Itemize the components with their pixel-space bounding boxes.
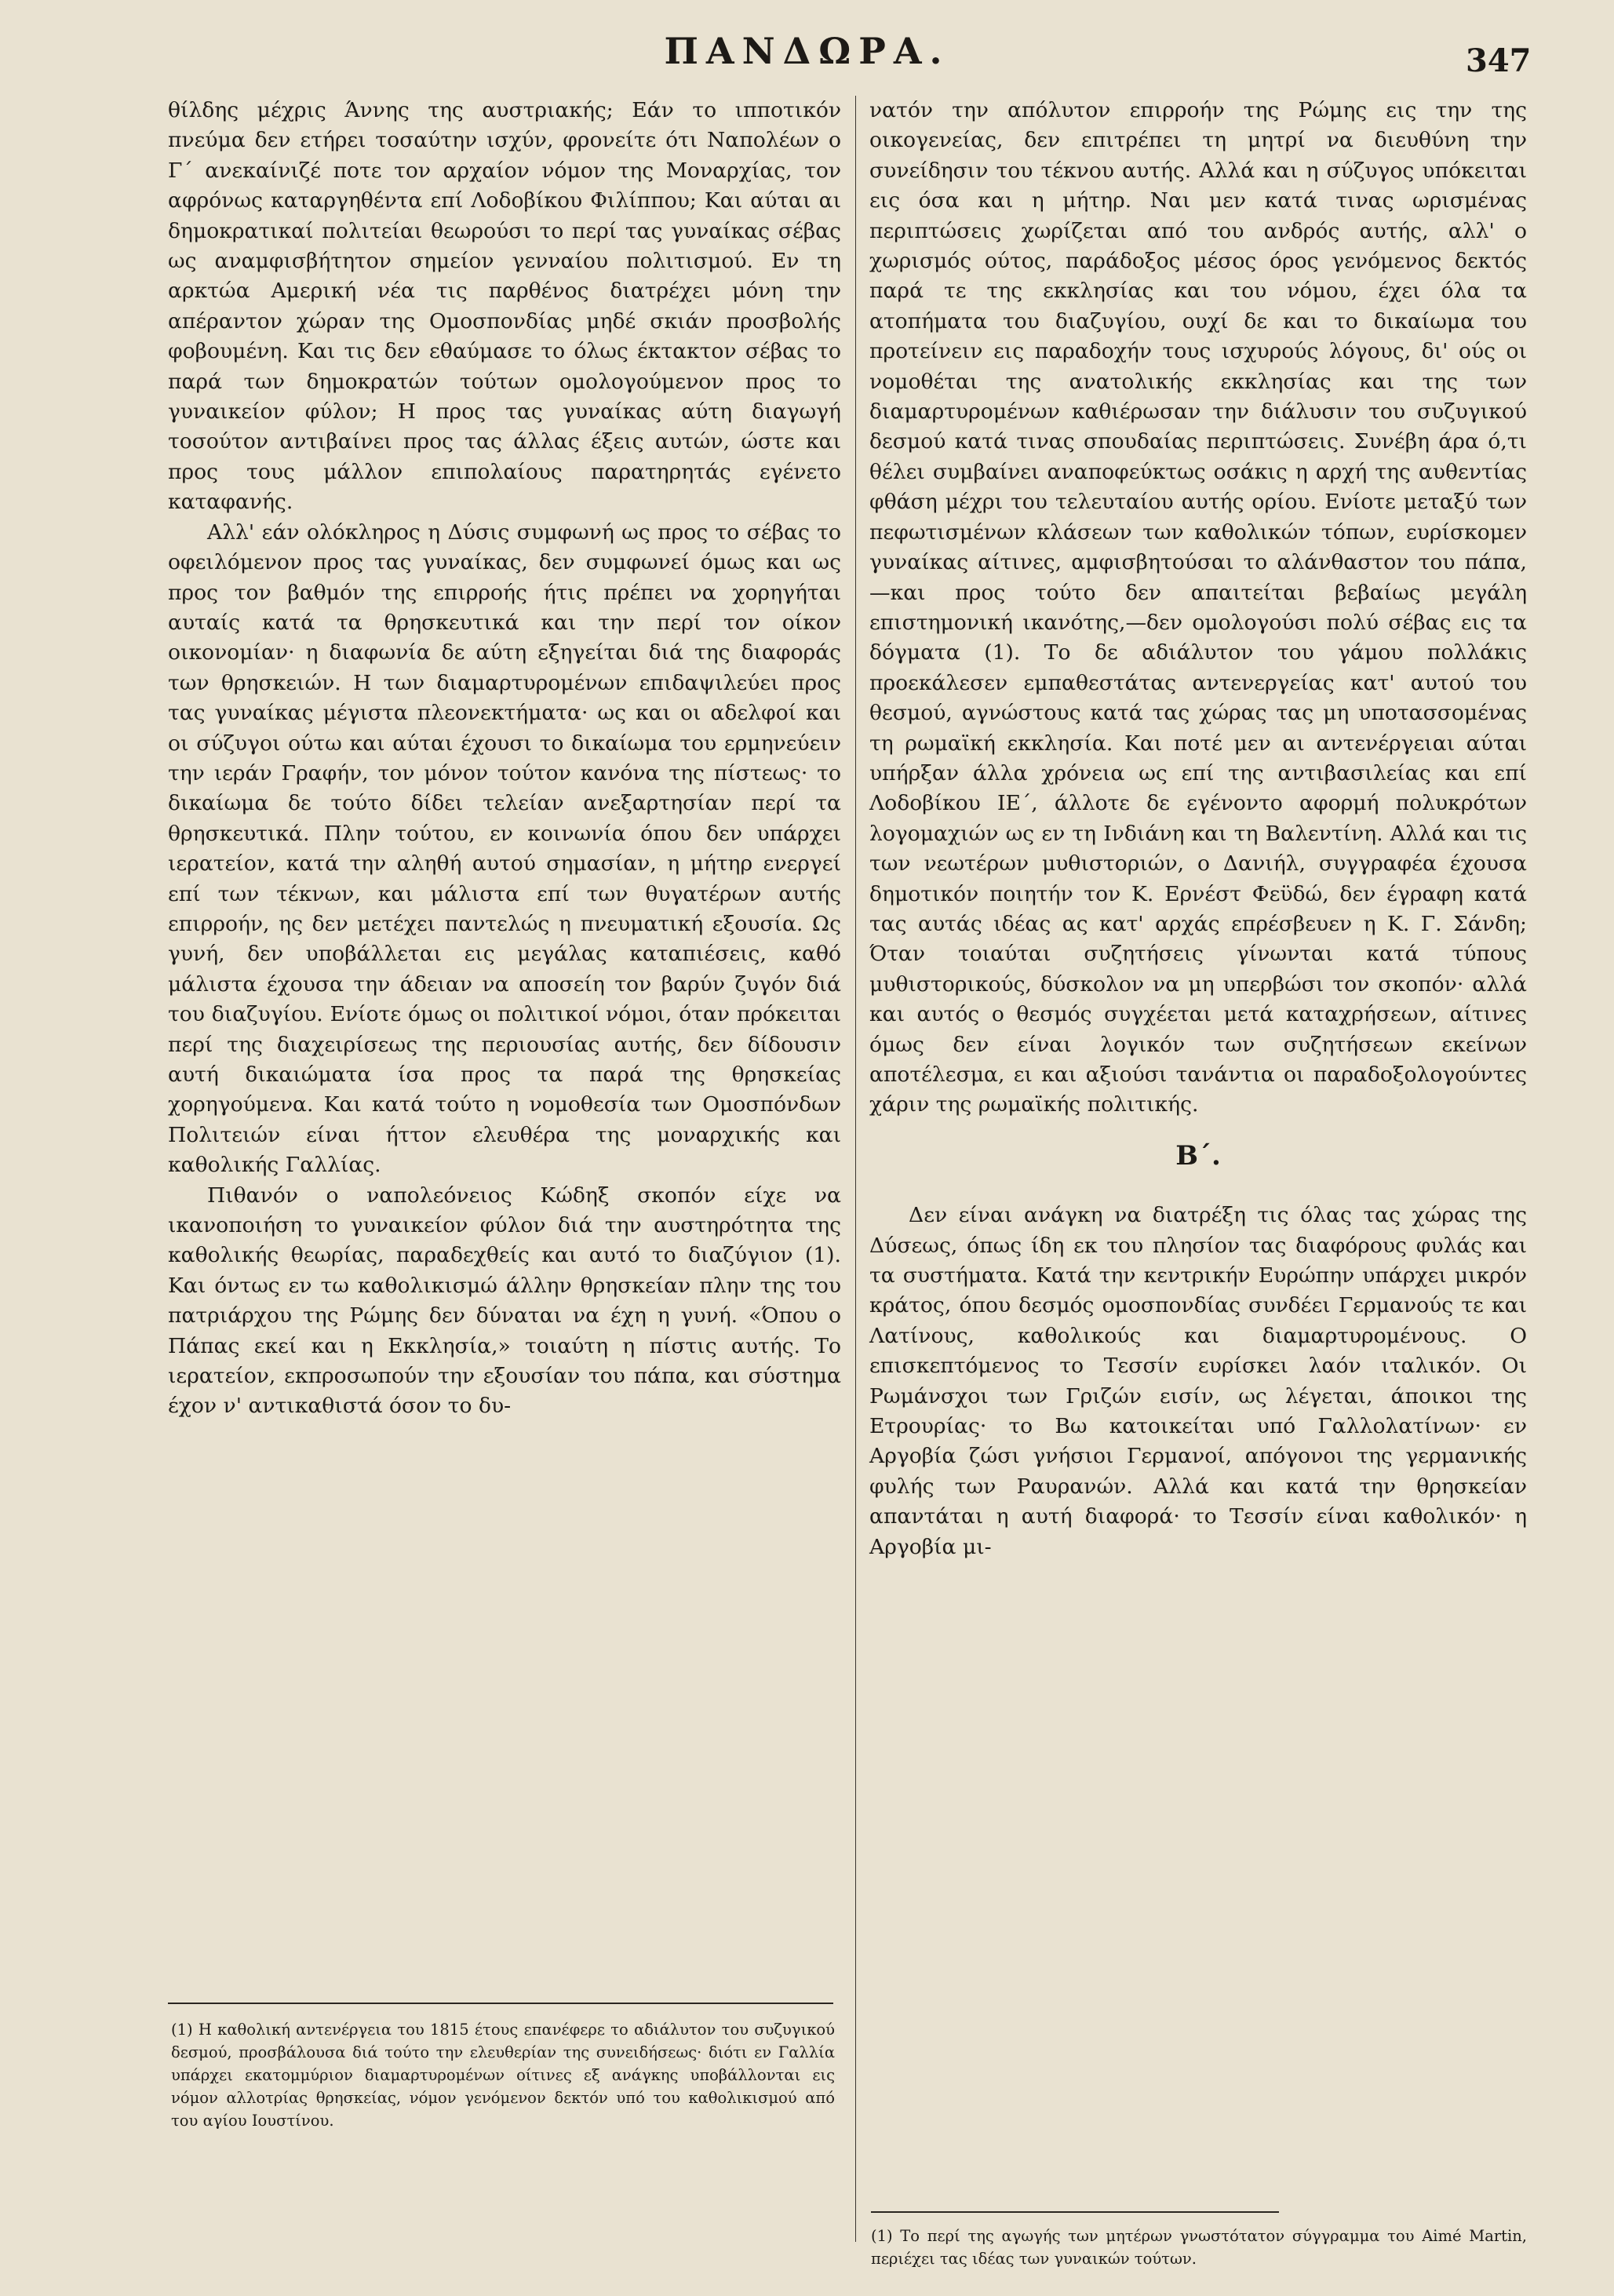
paragraph: Πιθανόν ο ναπολεόνειος Κώδηξ σκοπόν είχε να ικανοποιήση το γυναικείον φύλον διά την αυστηρότητα της καθολικής θεωρίας, παραδεχθείς και αυτό το διαζύγιον (1). Και όντως εν τω καθολικισμώ άλλην θρησκείαν πλην της του πατριάρχου της Ρώμης δεν δύναται να έχη η γυνή. «Όπου ο Πάπας εκεί και η Εκκλησία,» τοιαύτη η πίστις αυτής. Το ιερατείον, εκπροσωπούν την εξουσίαν του πάπα, και σύστημα έχον ν' αντικαθιστά όσον το δυ- — [168, 1183, 841, 1419]
page-number: 347 — [1466, 42, 1532, 79]
column-divider — [855, 96, 856, 2242]
paragraph: νατόν την απόλυτον επιρροήν της Ρώμης εις την της οικογενείας, δεν επιτρέπει τη μητρί να διευθύνη την συνείδησιν του τέκνου αυτής. Αλλά και η σύζυγος υπόκειται εις όσα και η μήτηρ. Ναι μεν κατά τινας ωρισμένας περιπτώσεις χωρίζεται από του ανδρός αυτής, αλλ' ο χωρισμός ούτος, παράδοξος μέσος όρος γενόμενος δεκτός παρά τε της εκκλησίας και του νόμου, έχει όλα τα ατοπήματα του διαζυγίου, ουχί δε και το δικαίωμα του προτείνειν εις παραδοχήν τους ισχυρούς λόγους, δι' ούς οι νομοθέται της ανατολικής εκκλησίας και της των διαμαρτυρομένων καθιέρωσαν την διάλυσιν του συζυγικού δεσμού κατά τινας σπουδαίας περιπτώσεις. Συνέβη άρα ό,τι θέλει συμβαίνει αναποφεύκτως οσάκις η αρχή της αυθεντίας φθάση μέχρι του τελευταίου αυτής ορίου. Ενίοτε μεταξύ των πεφωτισμένων κλάσεων των καθολικών τόπων, ευρίσκομεν γυναίκας αίτινες, αμφισβητούσαι το αλάνθαστον του πάπα,—και προς τούτο δεν απαιτείται βεβαίως μεγάλη επιστημονική ικανότης,—δεν ομολογούσι πολύ σέβας εις τα δόγματα (1). Το δε αδιάλυτον του γάμου πολλάκις προεκάλεσεν εμπαθεστάτας αντενεργείας κατ' αυτού του θεσμού, αγνώστους κατά τας χώρας τας μη υποτασσομένας τη ρωμαϊκή εκκλησία. Και ποτέ μεν αι αντενέργειαι αύται υπήρξαν άλλα χρόνεια ως επί της αντιβασιλείας και επί Λοδοβίκου ΙΕ΄, άλλοτε δε εγένοντο αφορμή πολυκρότων λογομαχιών ως εν τη Ινδιάνη και τη Βαλεντίνη. Αλλά και τις των νεωτέρων μυθιστοριών, ο Δανιήλ, συγγραφέα έχουσα δημοτικόν ποιητήν τον Κ. Ερνέστ Φεϋδώ, δεν έγραφη κατά τας αυτάς ιδέας ας κατ' αρχάς επρέσβευεν η Κ. Γ. Σάνδη; Όταν τοιαύται συζητήσεις γίνωνται κατά τύπους μυθιστορικούς, δύσκολον να μη υπερβώσι τον σκοπόν· αλλά και αυτός ο θεσμός συγχέεται μετά καταχρήσεων, αίτινες όμως δεν είναι λογικόν των συζητήσεων εκείνων αποτέλεσμα, ει και αξιούσι τανάντια οι παραδοξολογούντες χάριν της ρωμαϊκής πολιτικής. — [869, 98, 1527, 1117]
footnote-right: (1) Το περί της αγωγής των μητέρων γνωστότατον σύγγραμμα του Aimé Martin, περιέχει τας ιδέας των γυναικών τούτων. — [871, 2227, 1527, 2268]
running-title: ΠΑΝΔΩΡΑ. — [664, 30, 950, 72]
footnote-rule-right — [871, 2211, 1279, 2213]
right-column — [869, 96, 1527, 1562]
paragraph: Αλλ' εάν ολόκληρος η Δύσις συμφωνή ως προς το σέβας το οφειλόμενον προς τας γυναίκας, δεν συμφωνεί όμως και ως προς τον βαθμόν της επιρροής ήτις πρέπει να χορηγήται αυταίς κατά τα θρησκευτικά και την περί τον οίκον οικονομίαν· η διαφωνία δε αύτη εξηγείται διά της διαφοράς των θρησκειών. Η των διαμαρτυρομένων επιδαψιλεύει προς τας γυναίκας μέγιστα πλεονεκτήματα· ως και οι αδελφοί και οι σύζυγοι ούτω και αύται έχουσι το δικαίωμα του ερμηνεύειν την ιεράν Γραφήν, τον μόνον τούτον κανόνα της πίστεως· το δικαίωμα δε τούτο δίδει τελείαν ανεξαρτησίαν περί τα θρησκευτικά. Πλην τούτου, εν κοινωνία όπου δεν υπάρχει ιερατείον, κατά την αληθή αυτού σημασίαν, η μήτηρ ενεργεί επί των τέκνων, και μάλιστα επί των θυγατέρων αυτής επιρροήν, ης δεν μετέχει παντελώς η πνευματική εξουσία. Ως γυνή, δεν υποβάλλεται εις μεγάλας καταπιέσεις, καθό μάλιστα έχουσα την άδειαν να αποσείη τον βαρύν ζυγόν διά του διαζυγίου. Ενίοτε όμως οι πολιτικοί νόμοι, όταν πρόκειται περί της διαχειρίσεως της περιουσίας αυτής, δεν δίδουσιν αυτή δικαιώματα ίσα προς τα παρά της θρησκείας χορηγούμενα. Και κατά τούτο η νομοθεσία των Ομοσπόνδων Πολιτειών είναι ήττον ελευθέρα της μοναρχικής και καθολικής Γαλλίας. — [168, 519, 841, 1178]
left-column — [168, 96, 841, 1422]
footnote-left: (1) Η καθολική αντενέργεια του 1815 έτους επανέφερε το αδιάλυτον του συζυγικού δεσμού, προσβάλουσα διά τούτο την ελευθερίαν της συνειδήσεως· διότι εν Γαλλία υπάρχει εκατομμύριον διαμαρτυρομένων οίτινες εξ ανάγκης υποβάλλονται εις νόμον αλλοτρίας θρησκείας, νόμον γενόμενον δεκτόν υπό του καθολικισμού από του αγίου Ιουστίνου. — [171, 2021, 835, 2130]
paragraph: θίλδης μέχρις Άννης της αυστριακής; Εάν το ιπποτικόν πνεύμα δεν ετήρει τοσαύτην ισχύν, φρονείτε ότι Ναπολέων ο Γ΄ ανεκαίνιζέ ποτε τον αρχαίον νόμον της Μοναρχίας, τον αφρόνως καταργηθέντα επί Λοδοβίκου Φιλίππου; Και αύται αι δημοκρατικαί πολιτείαι θεωρούσι το περί τας γυναίκας σέβας ως αναμφισβήτητον σημείον γενναίου πολιτισμού. Εν τη αρκτώα Αμερική νέα τις παρθένος διατρέχει μόνη την απέραντον χώραν της Ομοσπονδίας μηδέ σκιάν προσβολής φοβουμένη. Και τις δεν εθαύμασε το όλως έκτακτον σέβας το παρά των δημοκρατών τούτων ομολογούμενον προς το γυναικείον φύλον; Η προς τας γυναίκας αύτη διαγωγή τοσούτον αντιβαίνει προς τας άλλας έξεις αυτών, ώστε και προς τους μάλλον επιπολαίους παρατηρητάς εγένετο καταφανής. — [168, 98, 841, 515]
paragraph: Δεν είναι ανάγκη να διατρέξη τις όλας τας χώρας της Δύσεως, όπως ίδη εκ του πλησίον τας διαφόρους φυλάς και τα συστήματα. Κατά την κεντρικήν Ευρώπην υπάρχει μικρόν κράτος, όπου δεσμός ομοσπονδίας συνδέει Γερμανούς τε και Λατίνους, καθολικούς και διαμαρτυρομένους. Ο επισκεπτόμενος το Τεσσίν ευρίσκει λαόν ιταλικόν. Οι Ρωμάνσχοι των Γριζών εισίν, ως λέγεται, άποικοι της Ετρουρίας· το Βω κατοικείται υπό Γαλλολατίνων· εν Αργοβία ζώσι γνήσιοι Γερμανοί, απόγονοι της γερμανικής φυλής των Ραυρανών. Αλλά και κατά την θρησκείαν απαντάται η αυτή διαφορά· το Τεσσίν είναι καθολικόν· η Αργοβία μι- — [869, 1203, 1527, 1559]
section-heading: Β΄. — [1175, 1139, 1221, 1172]
footnote-rule-left — [168, 2003, 833, 2004]
